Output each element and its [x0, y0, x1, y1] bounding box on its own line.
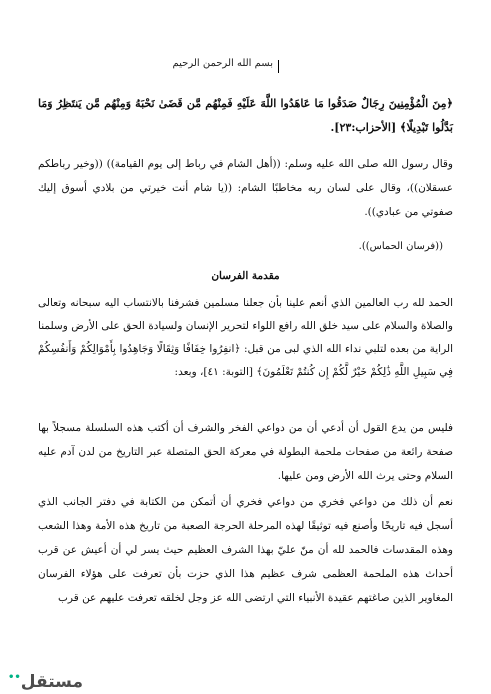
fursan-quote: ((فرسان الحماس)). [358, 241, 443, 252]
mostaql-watermark-logo [8, 672, 83, 692]
section-heading: مقدمة الفرسان [211, 270, 280, 282]
quran-verse: ﴿مِنَ الْمُؤْمِنِينَ رِجَالٌ صَدَقُوا مَا عَاهَدُوا اللَّهَ عَلَيْهِ فَمِنْهُم مَّن قَضَىٰ نَحْبَهُ وَمِنْهُم مَّن يَنتَظِرُ وَمَا بَدَّلُوا تَبْدِيلًا﴾ [الأحزاب:٢٣]. [38, 97, 453, 134]
hadith-paragraph: وقال رسول الله صلى الله عليه وسلم: ((أهل الشام في رباط إلى يوم القيامة)) ((وخير رباطكم عسقلان))، وقال على لسان ربه مخاطبًا الشام: ((يا شام أنت خيرتي من بلادي أسوق إليك صفوتي من عبادي)). [38, 158, 453, 218]
watermark-dots-icon: •• [8, 672, 21, 683]
text-cursor [278, 60, 279, 73]
body-paragraph-2: فليس من يدع القول أن أدعي أن من دواعي الفخر والشرف أن أكتب هذه السلسلة مسجلاً بها صفحة رائعة من صفحات ملحمة البطولة في معركة الحق المتصلة عبر التاريخ من لدن آدم عليه السلام وحتى يرث الله الأرض ومن عليها. [38, 422, 453, 482]
body-paragraph-3: نعم أن ذلك من دواعي فخري من دواعي فخري أن أتمكن من الكتابة في دفتر الجانب الذي أسجل فيه تاريخًا وأصنع فيه توثيقًا لهذه المرحلة الحرجة الصعبة من تاريخ هذه الأمة وهذا الشعب وهذه المقدسات فالحمد لله أن منّ عليّ بهذا الشرف العظيم حيث يسر لي أن أعيش عن قرب أحداث هذه الملحمة العظمى شرف عظيم هذا الذي حزت بأن تعرفت على هؤلاء الفرسان المغاوير الذين صاغتهم عقيدة الأنبياء التي ارتضى الله عز وجل لخلقه تعرفت عليهم عن قرب [38, 496, 453, 604]
bismillah-heading: بسم الله الرحمن الرحيم [172, 58, 273, 69]
intro-paragraph: الحمد لله رب العالمين الذي أنعم علينا بأن جعلنا مسلمين فشرفنا بالانتساب اليه سبحانه وتعالى والصلاة والسلام على سيد خلق الله رافع اللواء لتحرير الإنسان ولسيادة الحق على الأرض وسلمنا الراية من بعده لتلبي نداء الله الذي لبى من قبل: ﴿انفِرُوا خِفَافًا وَثِقَالًا وَجَاهِدُوا بِأَمْوَالِكُمْ وَأَنفُسِكُمْ فِي سَبِيلِ اللَّهِ ذَٰلِكُمْ خَيْرٌ لَّكُمْ إِن كُنتُمْ تَعْلَمُونَ﴾ [التوبة: ٤١]، وبعد: [38, 297, 453, 378]
watermark-text: مستقل [20, 672, 83, 692]
